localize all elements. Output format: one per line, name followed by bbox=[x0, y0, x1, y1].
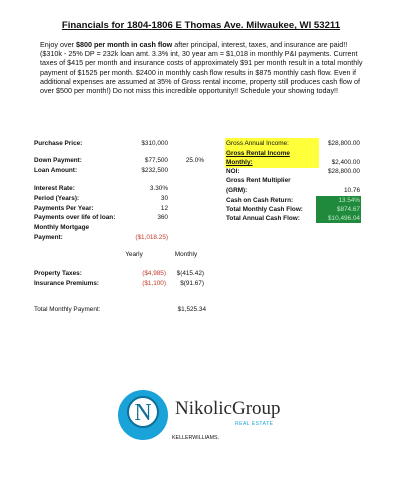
purchase-price-label: Purchase Price: bbox=[34, 140, 83, 147]
coc-label: Cash on Cash Return: bbox=[226, 197, 294, 204]
payments-over-life-value: 360 bbox=[157, 214, 168, 221]
keller-williams-mark: KELLERWILLIAMS. bbox=[172, 435, 220, 441]
annual-cash-flow-label: Total Annual Cash Flow: bbox=[226, 215, 300, 222]
monthly-mortgage-label-line1: Monthly Mortgage bbox=[34, 224, 90, 231]
yearly-column-header: Yearly bbox=[125, 251, 143, 258]
monthly-mortgage-value: ($1,018.25) bbox=[135, 234, 168, 241]
monthly-mortgage-label-line2: Payment: bbox=[34, 234, 63, 241]
interest-rate-label: Interest Rate: bbox=[34, 185, 75, 192]
logo-letter: N bbox=[134, 400, 152, 426]
logo-brand-sub: REAL ESTATE bbox=[235, 421, 274, 427]
period-value: 30 bbox=[160, 195, 168, 202]
logo-circle-icon bbox=[118, 390, 168, 440]
logo-brand-name: NikolicGroup bbox=[175, 398, 281, 419]
logo-inner-ring bbox=[127, 396, 159, 428]
gross-rental-label-line2: Monthly: bbox=[226, 159, 253, 166]
monthly-column-header: Monthly bbox=[174, 251, 198, 258]
monthly-cash-flow-value: $874.67 bbox=[316, 205, 361, 214]
grm-value: 10.76 bbox=[344, 187, 360, 194]
coc-value: 13.54% bbox=[316, 196, 361, 205]
annual-cash-flow-value: $10,496.04 bbox=[316, 214, 361, 223]
down-payment-value: $77,500 bbox=[144, 157, 168, 164]
payments-over-life-label: Payments over life of loan: bbox=[34, 214, 116, 221]
gross-annual-value: $28,800.00 bbox=[328, 140, 360, 147]
property-taxes-label: Property Taxes: bbox=[34, 270, 82, 277]
gross-annual-label: Gross Annual Income: bbox=[226, 140, 289, 147]
intro-bold: $800 per month in cash flow bbox=[75, 40, 173, 49]
interest-rate-value: 3.30% bbox=[149, 185, 168, 192]
intro-text-2: after principal, interest, taxes, and insurance are paid!! ($310k - 25% DP = 232k loan amt. 3.3% int, 30 year am = $1,018 in monthly P&I payments. Current taxes of $415 per month and insurance costs of approximately $91 per month result in a total monthly payment of $1525 per month. $2400 in monthly cash flow results in $875 monthly cash flow. Even if additional expenses are assumed at 35% of Gross rental income, property still produces cash flow of over $500 per month!) Do not miss this incredible opportunity!! Schedule your showing today!! bbox=[40, 40, 363, 96]
insurance-label: Insurance Premiums: bbox=[34, 280, 99, 287]
grm-label-line1: Gross Rent Multiplier bbox=[226, 177, 291, 184]
payments-per-year-value: 12 bbox=[160, 205, 168, 212]
purchase-price-value: $310,000 bbox=[141, 140, 168, 147]
intro-paragraph bbox=[40, 40, 370, 95]
loan-amount-value: $232,500 bbox=[141, 167, 168, 174]
gross-rental-value: $2,400.00 bbox=[331, 159, 360, 166]
monthly-cash-flow-label: Total Monthly Cash Flow: bbox=[226, 206, 303, 213]
total-monthly-label: Total Monthly Payment: bbox=[34, 306, 101, 313]
gross-rental-label-line1: Gross Rental Income bbox=[226, 150, 290, 157]
property-taxes-monthly: $(415.42) bbox=[176, 270, 204, 277]
down-payment-label: Down Payment: bbox=[34, 157, 82, 164]
insurance-yearly: ($1,100) bbox=[142, 280, 166, 287]
property-taxes-yearly: ($4,985) bbox=[142, 270, 166, 277]
noi-value: $28,800.00 bbox=[328, 168, 360, 175]
down-payment-percent: 25.0% bbox=[185, 157, 204, 164]
insurance-monthly: $(91.67) bbox=[180, 280, 204, 287]
loan-amount-label: Loan Amount: bbox=[34, 167, 78, 174]
intro-text-1: Enjoy over bbox=[40, 40, 76, 49]
grm-label-line2: (GRM): bbox=[226, 187, 248, 194]
nikolic-group-logo bbox=[113, 388, 303, 454]
payments-per-year-label: Payments Per Year: bbox=[34, 205, 94, 212]
page-title: Financials for 1804-1806 E Thomas Ave. Milwaukee, WI 53211 bbox=[61, 20, 341, 31]
total-monthly-value: $1,525.34 bbox=[177, 306, 206, 313]
period-label: Period (Years): bbox=[34, 195, 80, 202]
noi-label: NOI: bbox=[226, 168, 240, 175]
